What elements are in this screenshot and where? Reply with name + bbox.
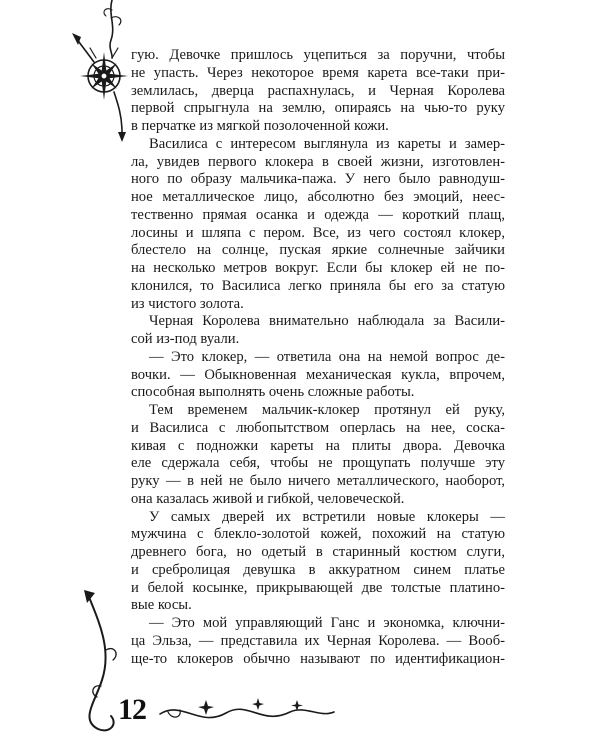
paragraph xyxy=(131,136,505,314)
text-line: ца Эльза, — представила их Черная Королева. — Вооб- xyxy=(131,632,505,649)
compass-rose-ornament xyxy=(72,0,128,142)
text-line: гую. Девочке пришлось уцепиться за поручни, чтобы xyxy=(131,47,505,63)
text-line: первой спрыгнула на землю, опираясь на чью-то руку xyxy=(131,100,505,117)
paragraph xyxy=(131,313,505,349)
text-line: тественно прямая осанка и одежда — короткий плащ, xyxy=(131,206,505,223)
compass-outer-ring xyxy=(88,60,120,92)
text-line: на несколько метров вокруг. Если бы клокер ей не по- xyxy=(131,260,505,276)
text-line: лосины и шляпа с пером. Все, из чего состоял клокер, xyxy=(131,224,505,241)
text-line: Тем временем мальчик-клокер протянул ей руку, xyxy=(149,402,505,418)
text-line: из чистого золота. xyxy=(131,295,244,312)
text-line: Василиса с интересом выглянула из кареты и замер- xyxy=(149,135,505,152)
compass-arrow-shaft xyxy=(76,38,94,62)
paragraph xyxy=(131,402,505,509)
flourish-curl xyxy=(106,649,116,660)
text-line: У самых дверей их встретили новые клокеры — xyxy=(149,508,505,525)
flourish-stem xyxy=(89,597,114,730)
text-line: способная выполнять очень сложные работы. xyxy=(131,384,415,401)
compass-arrow-head xyxy=(72,33,81,45)
compass-star xyxy=(80,52,128,100)
star-icon xyxy=(291,700,303,711)
text-line: она казалась живой и гибкой, человеческой. xyxy=(131,490,405,507)
flourish-arrow-head xyxy=(84,590,95,603)
swirl-loop xyxy=(168,710,180,717)
text-line: и сребролицая девушка в аккуратном синем платье xyxy=(131,561,505,578)
star-icon xyxy=(252,698,264,710)
text-line: в перчатке из мягкой позолоченной кожи. xyxy=(131,118,389,134)
text-line: ще-то клокеров обычно называют по идентификацион- xyxy=(131,650,505,667)
text-line: не упасть. Через некоторое время карета все-таки при- xyxy=(131,64,505,81)
text-line: ного по образу мальчика-пажа. У него было равнодуш- xyxy=(131,171,505,188)
flourish-curl xyxy=(93,686,101,697)
text-line: вочки. — Обыкновенная механическая кукла, впрочем, xyxy=(131,366,505,383)
text-line: вые косы. xyxy=(131,597,192,614)
vine-curl xyxy=(104,9,112,16)
bottom-swirl-ornament xyxy=(160,698,334,718)
text-line: — Это клокер, — ответила она на немой вопрос де- xyxy=(149,348,505,365)
paragraph xyxy=(131,615,505,668)
text-line: ла, увидев первого клокера в своей жизни, изготовлен- xyxy=(131,153,505,170)
text-line: кивая с подножки кареты на плиты двора. Девочка xyxy=(131,437,505,454)
text-line: и белой косынке, прикрывающей две толстые платино- xyxy=(131,579,505,596)
text-line: блестело на солнце, пуская яркие солнечные зайчики xyxy=(131,242,505,259)
compass-tail-tip xyxy=(118,132,126,142)
text-line: древнего бога, но одетый в старинный костюм слуги, xyxy=(131,544,505,560)
compass-tail xyxy=(114,92,122,132)
text-line: сой из-под вуали. xyxy=(131,331,240,347)
text-line: землилась, дверца распахнулась, и Черная Королева xyxy=(131,82,505,99)
body-text xyxy=(131,47,505,668)
text-line: ное металлическое лицо, абсолютно без эмоций, неес- xyxy=(131,189,505,205)
vine-curl xyxy=(111,17,121,25)
compass-inner-ring xyxy=(94,66,114,86)
text-line: — Это мой управляющий Ганс и экономка, ключни- xyxy=(149,615,505,631)
text-line: мужчина с блекло-золотой кожей, похожий на статую xyxy=(131,526,505,543)
corner-flourish-ornament xyxy=(84,590,116,730)
text-line: клонился, то Василиса легко приняла бы его за статую xyxy=(131,277,505,294)
page-number: 12 xyxy=(118,693,146,726)
text-line: руку — в ней не было ничего металлического, наоборот, xyxy=(131,473,505,489)
text-line: Черная Королева внимательно наблюдала за Васили- xyxy=(149,313,505,330)
paragraph xyxy=(131,509,505,616)
compass-crown-spike xyxy=(90,48,118,58)
vine-stem xyxy=(110,0,113,58)
star-icon xyxy=(198,700,214,715)
swirl-line xyxy=(160,709,334,717)
text-line: еле сдержала себя, чтобы не прощупать получше эту xyxy=(131,455,505,472)
text-line: и Василиса с любопытством оперлась на нее, соска- xyxy=(131,419,505,436)
paragraph xyxy=(131,47,505,136)
compass-center xyxy=(101,73,107,79)
paragraph xyxy=(131,349,505,402)
